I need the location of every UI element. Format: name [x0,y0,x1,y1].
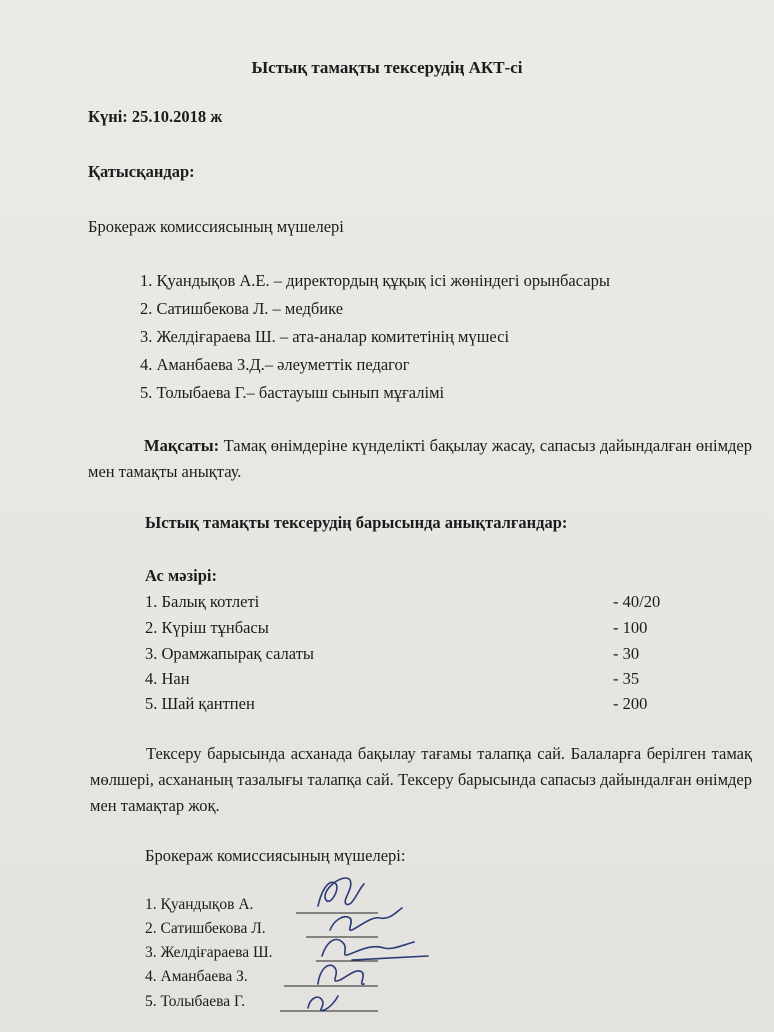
menu-item-name: 5. Шай қантпен [145,694,255,713]
signatures-label: Брокераж комиссиясының мүшелері: [145,846,406,865]
menu-item-qty: - 100 [613,618,648,637]
document-title: Ыстық тамақты тексерудің АКТ-сі [251,58,523,77]
member-item: 3. Желдіғараева Ш. – ата-аналар комитетінің мүшесі [140,327,510,346]
date-line: Күні: 25.10.2018 ж [88,107,223,126]
menu-item-name: 1. Балық котлеті [145,592,260,611]
menu-row [145,694,665,714]
signature-row: 5. Толыбаева Г. [145,993,246,1010]
purpose-text: Тамақ өнімдеріне күнделікті бақылау жасау, сапасыз дайындалған өнімдер мен тамақты анықтау. [88,436,752,481]
member-item: 4. Аманбаева З.Д.– әлеуметтік педагог [140,355,410,374]
purpose-paragraph [88,433,752,485]
menu-row [145,669,665,689]
menu-row [145,644,665,664]
signature-row: 1. Қуандықов А. [145,896,254,913]
conclusion-text: Тексеру барысында асханада бақылау тағамы талапқа сай. Балаларға берілген тамақ мөлшері, асхананың тазалығы талапқа сай. Тексеру барысында сапасыз дайындалған өнімдер мен тамақтар жоқ. [90,744,752,815]
member-item: 1. Қуандықов А.Е. – директордың құқық ісі жөніндегі орынбасары [140,271,610,290]
findings-heading: Ыстық тамақты тексерудің барысында анықталғандар: [145,513,568,532]
menu-item-qty: - 200 [613,694,648,713]
menu-item-name: 2. Күріш тұнбасы [145,618,269,637]
menu-row [145,618,665,638]
menu-heading: Ас мәзірі: [145,566,217,585]
signature-row: 2. Сатишбекова Л. [145,920,266,937]
menu-item-qty: - 35 [613,669,640,688]
signature-lines [280,913,378,1011]
signature-2-icon [330,908,402,930]
signature-5-icon [308,996,338,1010]
signature-row: 4. Аманбаева З. [145,968,248,985]
participants-heading: Қатысқандар: [88,162,195,181]
menu-item-name: 4. Нан [145,669,190,688]
menu-item-name: 3. Орамжапырақ салаты [145,644,314,663]
commission-label: Брокераж комиссиясының мүшелері [88,217,344,236]
menu-item-qty: - 40/20 [613,592,661,611]
signature-1-icon [318,878,364,906]
signature-3-icon [322,940,428,960]
member-item: 5. Толыбаева Г.– бастауыш сынып мұғалімі [140,383,445,402]
conclusion-paragraph [90,741,752,819]
signature-row: 3. Желдіғараева Ш. [145,944,273,961]
member-item: 2. Сатишбекова Л. – медбике [140,299,344,318]
purpose-label: Мақсаты: [144,436,220,455]
menu-row [145,592,665,612]
menu-item-qty: - 30 [613,644,640,663]
signature-4-icon [318,965,364,984]
